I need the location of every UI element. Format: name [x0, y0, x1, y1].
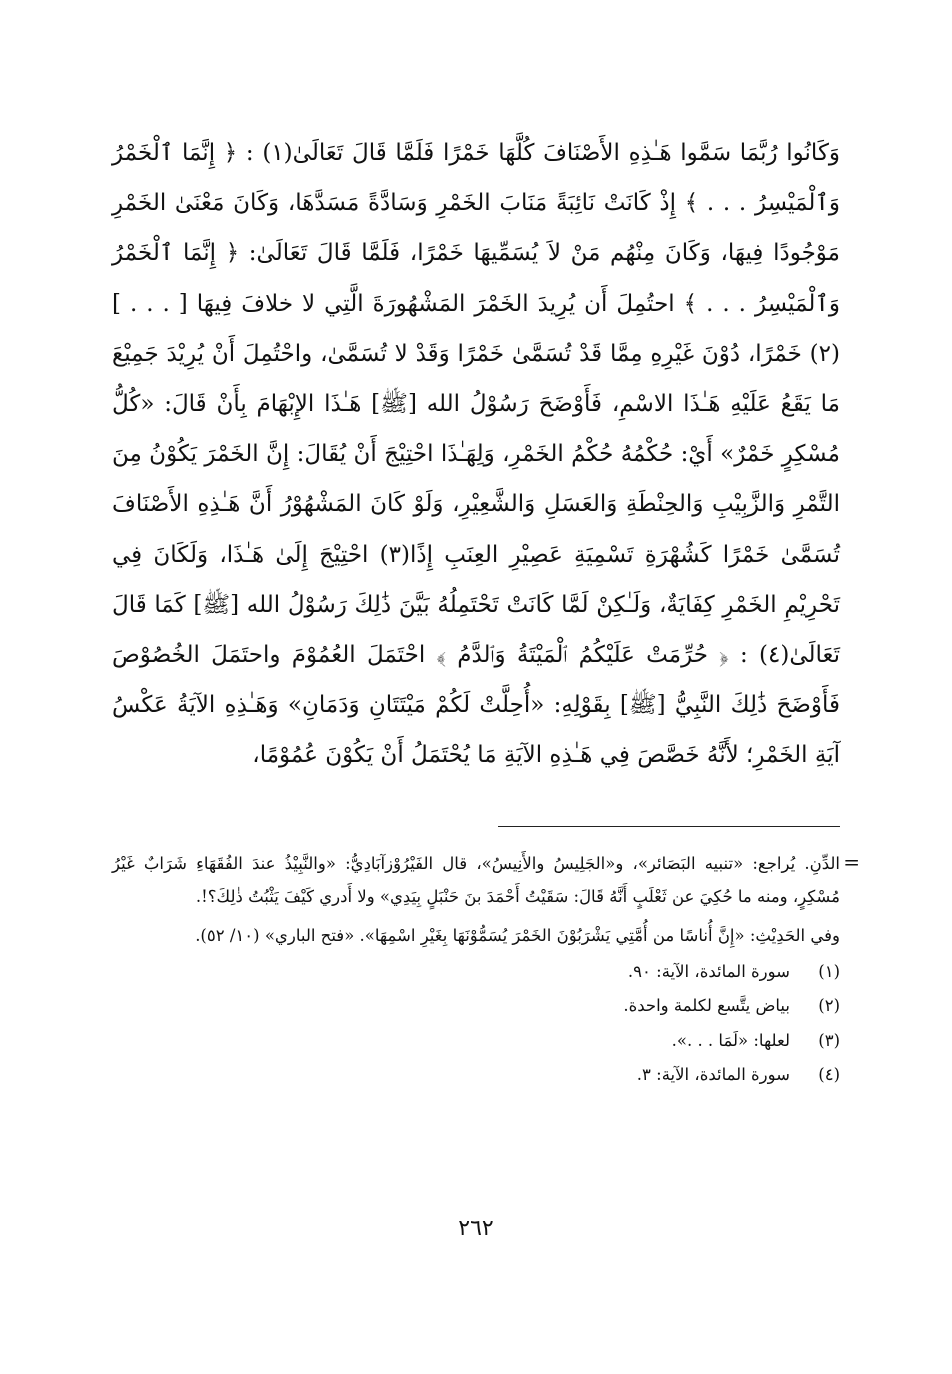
- page-number: ٢٦٢: [458, 1216, 494, 1241]
- footnote-number: (٢): [818, 996, 840, 1015]
- footnote-item: [112, 1060, 840, 1091]
- footnote-text: لعلها: «لَمَا . . .».: [671, 1030, 790, 1050]
- footnote-divider: [498, 826, 840, 827]
- footnote-number: (٤): [818, 1065, 840, 1084]
- footnote-item: [112, 957, 840, 988]
- footnote-number: (١): [818, 961, 840, 981]
- footnotes-section: [112, 848, 840, 1091]
- main-paragraph: وَكَانُوا رُبَّمَا سَمَّوا هَـٰذِهِ الأَصْنَافَ كُلَّهَا خَمْرًا فَلَمَّا قَالَ تَعَالَىٰ(١) : ﴿ إِنَّمَا ٱلْخَمْرُ وَٱلْمَيْسِرُ . . . ﴾ إِذْ كَانَتْ نَائِبَةً مَنَابَ الخَمْرِ وَسَادَّةً مَسَدَّهَا، وَكَانَ مَعْنَىٰ الخَمْرِ مَوْجُودًا فِيهَا، وَكَانَ مِنْهُم مَنْ لاَ يُسَمِّيهَا خَمْرًا، فَلَمَّا قَالَ تَعَالَىٰ: ﴿ إِنَّمَا ٱلْخَمْرُ وَٱلْمَيْسِرُ . . . ﴾ احتُمِلَ أَن يُرِيدَ الخَمْرَ المَشْهُورَةَ الَّتِي لا خلافَ فِيهَا [ . . . ](٢) خَمْرًا، دُوْنَ غَيْرِهِ مِمَّا قَدْ تُسَمَّىٰ خَمْرًا وَقَدْ لا تُسَمَّىٰ، واحْتُمِلَ أَنْ يُرِيْدَ جَمِيْعَ مَا يَقَعُ عَلَيْهِ هَـٰذَا الاسْمِ، فَأَوْضَحَ رَسُوْلُ الله [ﷺ] هَـٰذَا الإِبْهَامَ بِأَنْ قَالَ: «كُلُّ مُسْكِرٍ خَمْرٌ» أَيْ: حُكْمُهُ حُكْمُ الخَمْرِ، وَلِهَـٰذَا احْتِيْجَ أَنْ يُقَالَ: إِنَّ الخَمْرَ يَكُوْنُ مِنَ التَّمْرِ وَالزَّبِيْبِ وَالحِنْطَةِ وَالعَسَلِ وَالشَّعِيْرِ، وَلَوْ كَانَ المَشْهُوْرُ أَنَّ هَـٰذِهِ الأَصْنَافَ تُسَمَّىٰ خَمْرًا كَشُهْرَةِ تَسْمِيَةِ عَصِيْرِ العِنَبِ إِذًا(٣) احْتِيْجَ إِلَىٰ هَـٰذَا، وَلَكَانَ فِي تَحْرِيْمِ الخَمْرِ كِفَايَةٌ، وَلَـٰكِنْ لَمَّا كَانَتْ تَحْتَمِلُهُ بَيَّنَ ذَٰلِكَ رَسُوْلُ الله [ﷺ] كَمَا قَالَ تَعَالَىٰ(٤) : ﴿ حُرِّمَتْ عَلَيْكُمُ ٱلْمَيْتَةُ وَٱلدَّمُ ﴾ احْتَمَلَ العُمُوْمَ واحتَمَلَ الخُصُوْصَ فَأَوْضَحَ ذَٰلِكَ النَّبِيُّ [ﷺ] بِقَوْلِهِ: «أُحِلَّتْ لَكُمْ مَيْتَتَانِ وَدَمَانِ» وَهَـٰذِهِ الآيَةُ عَكْسُ آيَةِ الخَمْرِ؛ لأَنَّهُ خَصَّصَ فِي هَـٰذِهِ الآيَةِ مَا يُحْتَمَلُ أَنْ يَكُوْنَ عُمُوْمًا،: [112, 140, 840, 769]
- footnote-hadith-text: وفي الحَدِيْثِ: «إِنَّ أُناسًا من أُمَّتِي يَشْرَبُوْنَ الخَمْرَ يُسَمُّوْنَهَا بِغَيْرِ اسْمِهَا». «فتح الباري» (١٠/ ٥٢).: [195, 926, 840, 945]
- footnote-continuation-text: الدِّنِ. يُراجع: «تنبيه البَصَائر»، و«الجَلِيسُ والأَنِيسُ»، قال الفَيْرُوْزآبَادِيُّ: «والنَّبِيْذُ عندَ الفُقَهَاءِ شَرَابٌ غَيْرُ مُسْكِرٍ، ومنه ما حُكِيَ عن ثَعْلَبٍ أَنَّهُ قَالَ: سَقَيْتُ أَحْمَدَ بنَ حَنْبَلٍ بِيَدِي» ولا أَدري كَيْفَ يَثْبُتُ ذٰلِكَ؟!.: [112, 854, 840, 906]
- footnote-item: [112, 1026, 840, 1057]
- footnote-continuation-mark: =: [843, 850, 860, 874]
- footnote-text: بياض يتَّسع لكلمة واحدة.: [623, 996, 790, 1015]
- main-body-text: [112, 128, 840, 781]
- footnote-continuation: [112, 848, 840, 953]
- footnote-text: سورة المائدة، الآية: ٣.: [636, 1065, 790, 1084]
- footnote-text: سورة المائدة، الآية: ٩٠.: [627, 961, 790, 981]
- footnote-item: [112, 991, 840, 1022]
- footnote-number: (٣): [818, 1030, 840, 1050]
